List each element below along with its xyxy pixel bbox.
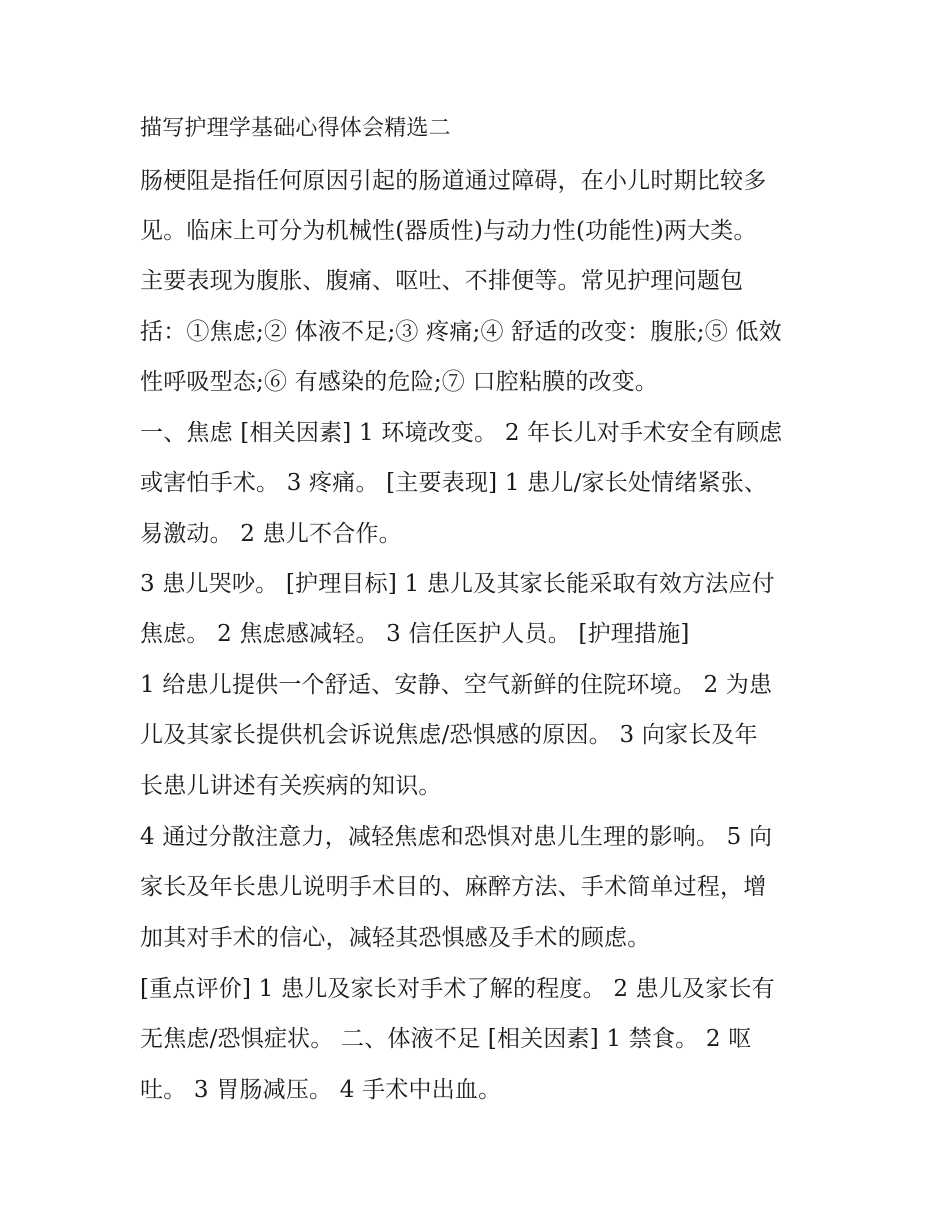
text-line: 主要表现为腹胀、腹痛、呕吐、不排便等。常见护理问题包 (140, 268, 744, 294)
text-line: 家长及年长患儿说明手术目的、麻醉方法、手术简单过程，增 (140, 874, 767, 900)
text-line: 括：①焦虑;② 体液不足;③ 疼痛;④ 舒适的改变：腹胀;⑤ 低效 (140, 319, 782, 345)
text-line: 易激动。 2 患儿不合作。 (140, 521, 402, 547)
text-line: 1 给患儿提供一个舒适、安静、空气新鲜的住院环境。 2 为患 (140, 672, 773, 698)
text-line: [重点评价] 1 患儿及家长对手术了解的程度。 2 患儿及家长有 (140, 976, 775, 1002)
text-line: 儿及其家长提供机会诉说焦虑/恐惧感的原因。 3 向家长及年 (140, 722, 758, 748)
text-line: 焦虑。 2 焦虑感减轻。 3 信任医护人员。 [护理措施] (140, 621, 690, 647)
text-line: 长患儿讲述有关疾病的知识。 (140, 773, 442, 799)
text-line: 见。临床上可分为机械性(器质性)与动力性(功能性)两大类。 (140, 218, 757, 244)
text-line: 4 通过分散注意力，减轻焦虑和恐惧对患儿生理的影响。 5 向 (140, 824, 773, 850)
text-line: 或害怕手术。 3 疼痛。 [主要表现] 1 患儿/家长处情绪紧张、 (140, 470, 768, 496)
text-line: 3 患儿哭吵。 [护理目标] 1 患儿及其家长能采取有效方法应付 (140, 571, 775, 597)
document-title: 描写护理学基础心得体会精选二 (140, 116, 451, 141)
text-line: 肠梗阻是指任何原因引起的肠道通过障碍，在小儿时期比较多 (140, 168, 767, 194)
text-line: 无焦虑/恐惧症状。 二、体液不足 [相关因素] 1 禁食。 2 呕 (140, 1026, 752, 1052)
text-line: 一、焦虑 [相关因素] 1 环境改变。 2 年长儿对手术安全有顾虑 (140, 420, 783, 446)
text-line: 性呼吸型态;⑥ 有感染的危险;⑦ 口腔粘膜的改变。 (140, 369, 659, 395)
text-line: 吐。 3 胃肠减压。 4 手术中出血。 (140, 1077, 502, 1103)
text-line: 加其对手术的信心，减轻其恐惧感及手术的顾虑。 (140, 925, 651, 951)
